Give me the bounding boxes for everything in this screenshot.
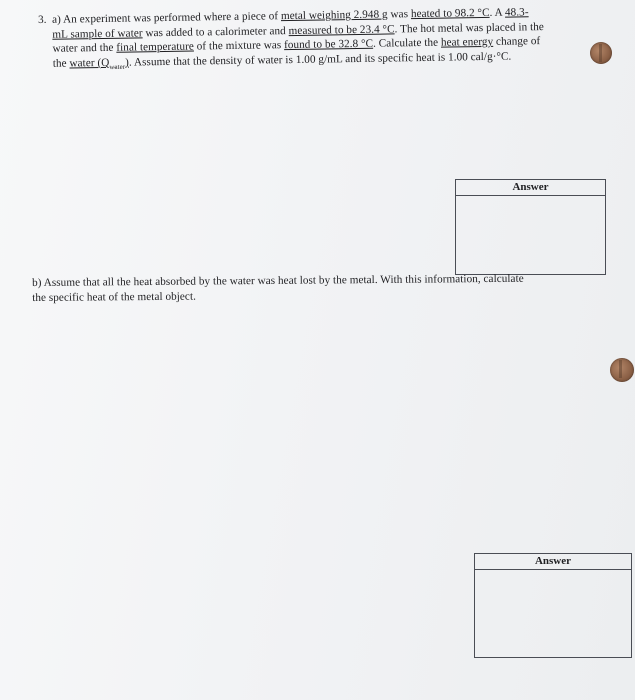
underlined-water-sample: mL sample of water: [52, 26, 143, 41]
answer-label: Answer: [475, 554, 631, 570]
underlined-initial-temperature: measured to be 23.4 °C: [288, 22, 395, 37]
part-a-line-4: the water $(Q_{water})$. Assume that the density of water is 1.00 g/mL and its specific heat is 1.00 cal/g·°C.: [52, 50, 512, 71]
underlined-metal-mass: metal weighing 2.948 g: [280, 8, 388, 23]
underlined-heat-energy: heat energy: [440, 36, 494, 49]
part-b-line-2: the specific heat of the metal object.: [32, 290, 196, 304]
part-a-line-2: mL sample of water was added to a calorimeter and measured to be 23.4 °C. The hot metal was placed in the: [52, 20, 544, 41]
binder-hole-icon: [610, 358, 634, 382]
underlined-final-temperature-label: final temperature: [116, 40, 194, 54]
part-b-line-1: b) Assume that all the heat absorbed by the water was heat lost by the metal. With this information, calculate: [32, 272, 524, 289]
answer-box-part-b[interactable]: [474, 553, 632, 658]
binder-hole-icon: [590, 42, 612, 64]
part-a-line-1: 3. a) An experiment was performed where a piece of metal weighing 2.948 g was heated to 98.2 °C. A 48.3-: [38, 6, 529, 26]
underlined-final-temperature-value: found to be 32.8 °C: [283, 37, 374, 52]
answer-box-part-a[interactable]: [455, 179, 606, 275]
question-3-part-b: [32, 272, 524, 305]
underlined-water-volume-start: 48.3-: [504, 6, 529, 19]
part-a-line-3: water and the final temperature of the mixture was found to be 32.8 °C. Calculate the heat energy change of: [52, 35, 541, 55]
question-3-part-a: [38, 5, 544, 76]
underlined-metal-temperature: heated to 98.2 °C: [410, 6, 490, 21]
answer-label: Answer: [456, 180, 605, 196]
underlined-q-water: water $(Q_{water})$: [69, 56, 129, 71]
question-number: 3.: [38, 13, 47, 26]
